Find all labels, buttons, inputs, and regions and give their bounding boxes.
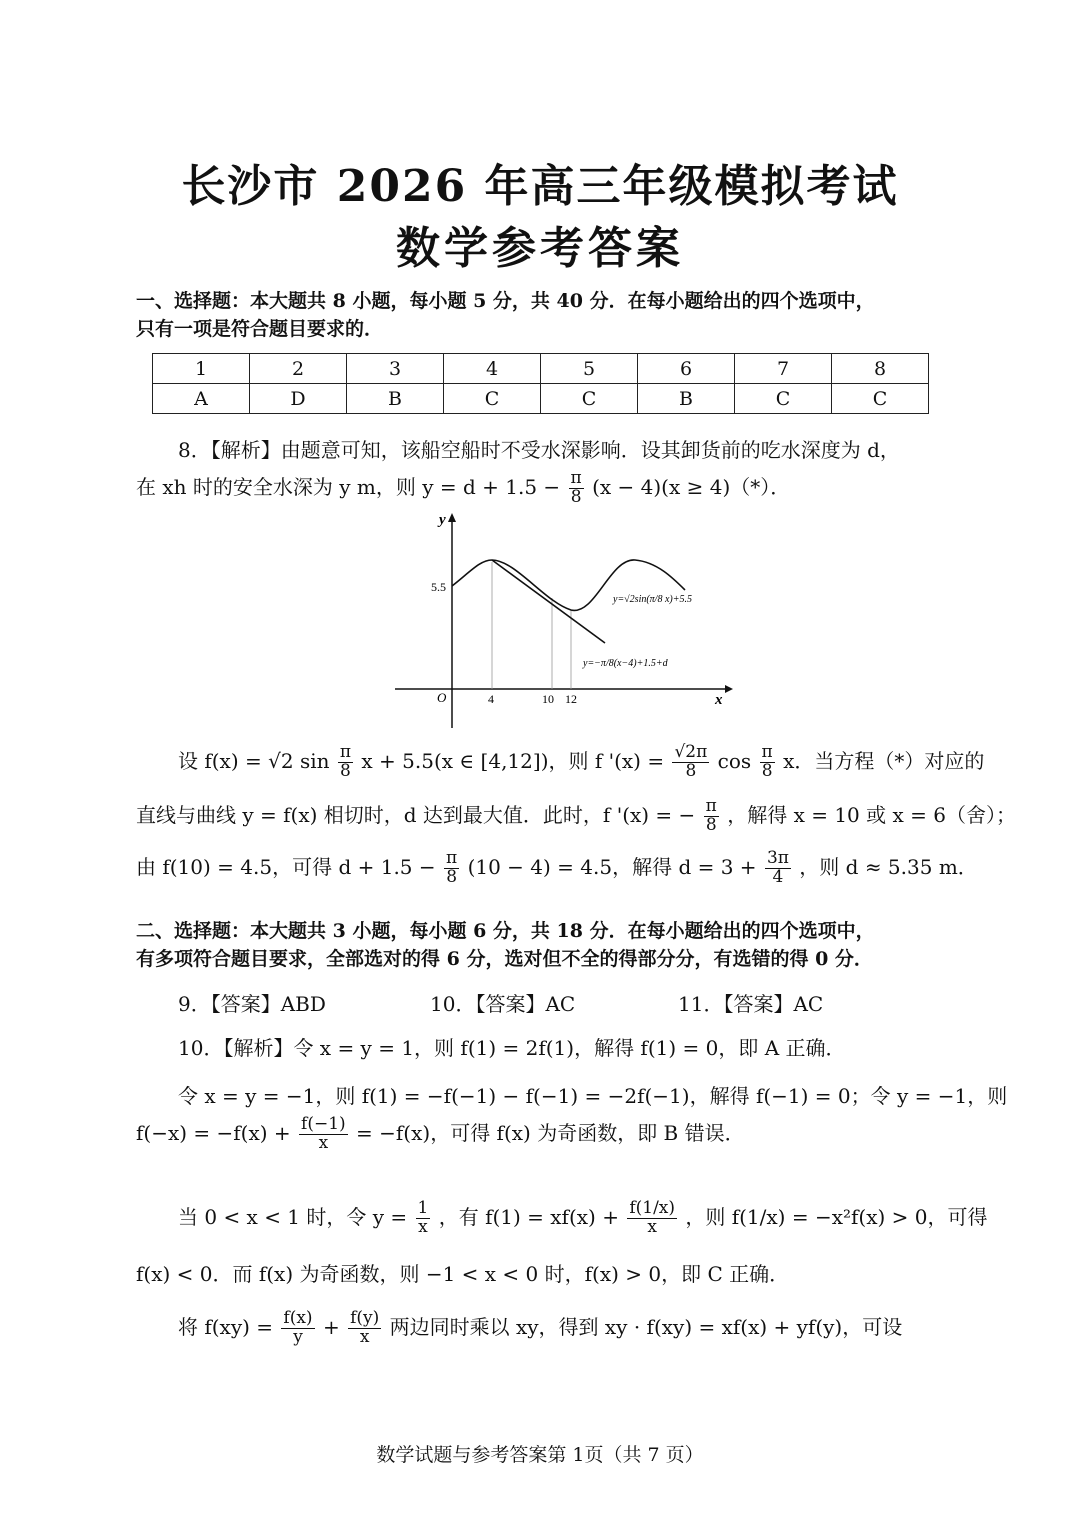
text: ，解得 x = 10 或 x = 6（舍）； — [727, 802, 1016, 827]
table-cell: 3 — [347, 354, 444, 384]
answer-11: 11．【答案】AC — [678, 992, 824, 1016]
text: cos — [717, 748, 752, 773]
answer-table-answers — [153, 384, 929, 414]
denominator: 8 — [705, 814, 717, 835]
denominator: y — [293, 1326, 303, 1347]
answer-table-numbers — [153, 354, 929, 384]
section2-heading: 二、选择题：本大题共 3 小题，每小题 6 分，共 18 分．在每小题给出的四个选项中， — [136, 920, 875, 942]
fraction — [704, 798, 719, 835]
x-tick-label: 12 — [565, 692, 577, 706]
page-footer: 数学试题与参考答案第 1页（共 7 页） — [376, 1444, 704, 1466]
numerator: f(y) — [350, 1308, 380, 1328]
x-axis-label: x — [715, 692, 723, 708]
text: ，则 d ≈ 5.35 m． — [799, 854, 978, 879]
numerator: √2π — [674, 742, 708, 762]
table-cell: 5 — [541, 354, 638, 384]
table-cell: 1 — [153, 354, 250, 384]
text: x．当方程（*）对应的 — [783, 748, 985, 773]
text: ，有 f(1) = xf(x) + — [438, 1204, 619, 1229]
fraction — [672, 744, 709, 781]
text: 当 0 < x < 1 时，令 y = — [178, 1204, 408, 1229]
denominator: 4 — [772, 866, 784, 887]
y-axis-label: y — [439, 512, 446, 528]
denominator: 8 — [340, 760, 351, 781]
text: 设 f(x) = √2 sin — [178, 748, 330, 773]
text: f(−x) = −f(x) + — [136, 1120, 291, 1145]
fraction — [444, 850, 459, 887]
text: 将 f(xy) = — [178, 1314, 274, 1339]
q8-line2 — [136, 470, 790, 507]
y-tick-label: 5.5 — [431, 580, 446, 594]
numerator: f(1/x) — [629, 1198, 676, 1218]
table-cell: C — [444, 384, 541, 414]
table-cell: C — [832, 384, 929, 414]
numerator: π — [446, 848, 458, 868]
denominator: x — [647, 1216, 657, 1237]
q8-line3 — [178, 744, 984, 781]
table-cell: 8 — [832, 354, 929, 384]
table-cell: B — [347, 384, 444, 414]
table-cell: C — [541, 384, 638, 414]
denominator: 8 — [446, 866, 458, 887]
numerator: f(−1) — [301, 1114, 346, 1134]
text: ，则 f(1/x) = −x²f(x) > 0，可得 — [685, 1204, 988, 1229]
numerator: π — [761, 742, 773, 762]
numerator: π — [339, 742, 352, 762]
denominator: x — [418, 1216, 428, 1237]
denominator: 8 — [570, 486, 582, 507]
curve-label: y=√2sin(π/8 x)+5.5 — [613, 594, 692, 605]
table-cell: 7 — [735, 354, 832, 384]
table-cell: B — [638, 384, 735, 414]
fraction — [627, 1200, 677, 1237]
numerator: f(x) — [283, 1308, 313, 1328]
table-cell: D — [250, 384, 347, 414]
answer-table — [152, 353, 929, 414]
answer-10: 10．【答案】AC — [430, 992, 576, 1016]
denominator: x — [318, 1132, 329, 1153]
page-title: 长沙市 2026 年高三年级模拟考试 — [181, 161, 899, 212]
numerator: 3π — [766, 848, 789, 868]
q10-line1: 10．【解析】令 x = y = 1，则 f(1) = 2f(1)，解得 f(1) = 0，即 A 正确． — [178, 1036, 846, 1060]
x-tick-label: 10 — [542, 692, 554, 706]
numerator: π — [570, 468, 582, 488]
section1-heading: 一、选择题：本大题共 8 小题，每小题 5 分，共 40 分．在每小题给出的四个选项中， — [136, 290, 875, 312]
denominator: x — [359, 1326, 370, 1347]
fraction — [281, 1310, 314, 1347]
table-cell: 2 — [250, 354, 347, 384]
text: (x − 4)(x ≥ 4)（*）． — [592, 474, 791, 499]
text: 由 f(10) = 4.5，可得 d + 1.5 − — [136, 854, 436, 879]
origin-label: O — [437, 690, 447, 705]
fraction — [765, 850, 791, 887]
q8-line1: 8．【解析】由题意可知，该船空船时不受水深影响．设其卸货前的吃水深度为 d， — [178, 438, 900, 462]
fraction — [760, 744, 775, 781]
tangent-line — [492, 560, 605, 643]
q8-line5 — [136, 850, 978, 887]
denominator: 8 — [761, 760, 773, 781]
table-cell: C — [735, 384, 832, 414]
x-axis-arrow — [725, 685, 733, 693]
y-axis-arrow — [448, 513, 456, 522]
text: 直线与曲线 y = f(x) 相切时，d 达到最大值．此时，f '(x) = − — [136, 802, 696, 827]
text: + — [322, 1314, 340, 1339]
section2-heading-cont: 有多项符合题目要求，全部选对的得 6 分，选对但不全的得部分分，有选错的得 0 分． — [136, 948, 873, 970]
text: x + 5.5(x ∈ [4,12])，则 f '(x) = — [361, 748, 665, 773]
section1-heading-cont: 只有一项是符合题目要求的． — [136, 318, 384, 340]
q8-line4 — [136, 798, 1016, 835]
text: = −f(x)，可得 f(x) 为奇函数，即 B 错误． — [356, 1120, 745, 1145]
fraction — [338, 744, 353, 781]
x-tick-label: 4 — [488, 692, 494, 706]
answer-9: 9．【答案】ABD — [178, 992, 326, 1016]
table-cell: A — [153, 384, 250, 414]
text: (10 − 4) = 4.5，解得 d = 3 + — [467, 854, 757, 879]
fraction — [416, 1200, 431, 1237]
denominator: 8 — [685, 760, 697, 781]
q10-line4 — [178, 1200, 988, 1237]
table-cell: 4 — [444, 354, 541, 384]
fraction — [299, 1116, 348, 1153]
numerator: 1 — [417, 1198, 429, 1218]
text: 两边同时乘以 xy，得到 xy · f(xy) = xf(x) + yf(y)，可设 — [389, 1314, 903, 1339]
q10-line6 — [178, 1310, 902, 1347]
numerator: π — [705, 796, 717, 816]
text: 在 xh 时的安全水深为 y m，则 y = d + 1.5 − — [136, 474, 561, 499]
page-subtitle: 数学参考答案 — [396, 223, 684, 274]
function-graph — [395, 510, 735, 732]
fraction — [569, 470, 584, 507]
fraction — [348, 1310, 381, 1347]
q10-line5: f(x) < 0．而 f(x) 为奇函数，则 −1 < x < 0 时，f(x) > 0，即 C 正确． — [136, 1262, 790, 1286]
q10-line3 — [136, 1116, 745, 1153]
table-cell: 6 — [638, 354, 735, 384]
line-label: y=−π/8(x−4)+1.5+d — [583, 658, 668, 669]
q10-line2: 令 x = y = −1，则 f(1) = −f(−1) − f(−1) = −2f(−1)，解得 f(−1) = 0；令 y = −1，则 — [178, 1084, 1008, 1108]
